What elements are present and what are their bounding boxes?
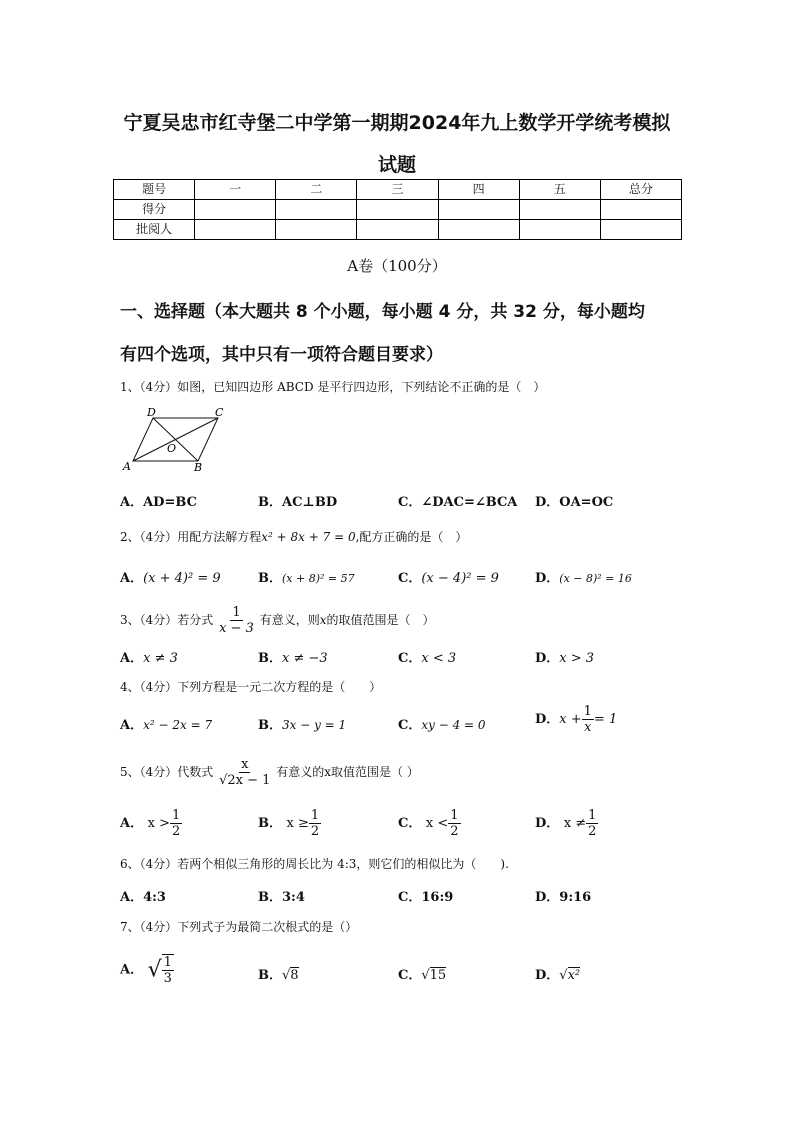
option-label: C． — [398, 968, 422, 983]
option-formula: (x + 8)² = 57 — [282, 572, 355, 585]
q6-option-a[interactable]: A．4:3 — [120, 890, 166, 905]
sqrt-sign: √ — [559, 968, 568, 983]
vertex-label-c: C — [215, 406, 224, 419]
option-label: C． — [398, 816, 422, 831]
option-formula: = 1 — [593, 712, 618, 727]
q2-option-c[interactable] — [398, 567, 499, 586]
q4-option-c[interactable] — [398, 714, 486, 733]
q4-option-a[interactable] — [120, 714, 212, 733]
q5-option-b[interactable] — [258, 808, 321, 839]
question-3-text — [120, 605, 435, 636]
option-label: A． — [120, 718, 144, 733]
half-fraction — [170, 808, 182, 839]
option-formula: (x − 8)² = 16 — [559, 572, 632, 585]
sqrt-sign: √ — [147, 957, 162, 983]
q3-option-b[interactable] — [258, 647, 328, 666]
grader-cell[interactable] — [600, 220, 681, 240]
page-title: 宁夏吴忠市红寺堡二中学第一期期2024年九上数学开学统考模拟 — [123, 112, 671, 134]
q5-option-c[interactable] — [398, 808, 461, 839]
q2-option-b[interactable] — [258, 567, 355, 586]
score-header-cell: 题号 — [114, 180, 195, 200]
q7-option-b[interactable] — [258, 964, 299, 983]
q3-text-c: 的取值范围是（ ） — [326, 613, 435, 627]
option-formula: 3x − y = 1 — [282, 718, 347, 732]
q3-var: x — [319, 613, 327, 627]
grader-cell[interactable] — [438, 220, 519, 240]
center-label-o: O — [167, 442, 177, 455]
grader-cell[interactable] — [276, 220, 357, 240]
q1-option-b[interactable]: B．AC⊥BD — [258, 495, 338, 510]
radicand: x² — [567, 968, 581, 983]
option-label: B． — [258, 571, 282, 586]
score-header-cell: 四 — [438, 180, 519, 200]
option-formula: x + — [559, 712, 582, 727]
score-table-header-row — [114, 180, 682, 200]
q6-option-b[interactable]: B．3:4 — [258, 890, 305, 905]
vertex-label-d: D — [147, 406, 156, 419]
frac-den: 2 — [171, 824, 181, 839]
option-formula: x > 3 — [559, 651, 595, 666]
option-label: A． — [120, 651, 144, 666]
option-label: B． — [258, 718, 282, 733]
option-label: D． — [535, 712, 560, 727]
option-formula: x < — [425, 816, 449, 831]
q2-equation: x² + 8x + 7 = 0 — [261, 530, 356, 544]
question-2-text — [120, 528, 467, 545]
option-formula: x ≠ −3 — [282, 651, 328, 666]
grader-cell[interactable] — [195, 220, 276, 240]
q7-option-d[interactable] — [535, 964, 580, 983]
option-formula: (x + 4)² = 9 — [143, 571, 221, 586]
half-fraction — [586, 808, 598, 839]
parallelogram-figure — [118, 406, 230, 474]
page-title-line2: 试题 — [377, 154, 416, 176]
q1-option-d[interactable]: D．OA=OC — [535, 495, 614, 510]
option-formula: xy − 4 = 0 — [421, 718, 486, 732]
option-label: B． — [258, 968, 282, 983]
q3-option-d[interactable] — [535, 647, 594, 666]
question-1-text: 1、（4分）如图，已知四边形 ABCD 是平行四边形，下列结论不正确的是（ ） — [120, 380, 546, 394]
half-fraction — [448, 808, 460, 839]
option-label: A． — [120, 816, 144, 831]
frac-num: 1 — [450, 808, 459, 823]
q2-option-d[interactable] — [535, 567, 632, 586]
q5-frac-num: x — [241, 757, 249, 772]
score-header-cell: 总分 — [600, 180, 681, 200]
frac-den: 2 — [450, 824, 459, 839]
frac-den: 2 — [310, 824, 320, 839]
q5-option-a[interactable] — [120, 808, 182, 839]
score-header-cell: 三 — [357, 180, 438, 200]
q3-frac-den: x − 3 — [219, 621, 254, 636]
option-label: B． — [258, 816, 282, 831]
q3-text-b: 有意义，则 — [259, 613, 320, 627]
score-header-cell: 一 — [195, 180, 276, 200]
q7-option-a[interactable] — [120, 954, 174, 986]
grader-cell[interactable] — [357, 220, 438, 240]
option-formula: x < 3 — [421, 651, 457, 666]
q1-option-a[interactable]: A．AD=BC — [120, 495, 197, 510]
score-table-row-grader — [114, 220, 682, 240]
q3-frac-num: 1 — [232, 605, 241, 620]
vertex-label-b: B — [194, 461, 203, 474]
score-table — [113, 179, 682, 240]
option-label: B． — [258, 651, 282, 666]
score-cell[interactable] — [357, 200, 438, 220]
score-header-cell: 二 — [276, 180, 357, 200]
q5-fraction — [217, 757, 272, 788]
q4-option-d[interactable] — [535, 704, 617, 735]
grader-cell[interactable] — [519, 220, 600, 240]
frac-num: 1 — [588, 808, 597, 823]
question-7-text: 7、（4分）下列式子为最简二次根式的是（） — [120, 920, 358, 934]
half-fraction — [309, 808, 321, 839]
frac-num: 1 — [583, 704, 592, 719]
radicand: 15 — [429, 968, 447, 983]
option-formula: x ≠ — [563, 816, 587, 831]
option-formula: x² − 2x = 7 — [143, 718, 213, 732]
q3-option-c[interactable] — [398, 647, 456, 666]
frac-den: x — [584, 720, 592, 735]
option-label: D． — [535, 651, 560, 666]
option-label: C． — [398, 571, 422, 586]
q6-option-c[interactable]: C．16:9 — [398, 890, 454, 905]
q6-option-d[interactable]: D．9:16 — [535, 890, 592, 905]
option-label: C． — [398, 718, 422, 733]
q2-option-a[interactable] — [120, 567, 221, 586]
score-cell[interactable] — [195, 200, 276, 220]
vertex-label-a: A — [123, 460, 131, 473]
option-label: A． — [120, 962, 144, 978]
score-cell[interactable] — [600, 200, 681, 220]
frac-den: 2 — [588, 824, 597, 839]
q7-option-c[interactable] — [398, 964, 446, 983]
q2-text-a: 2、（4分）用配方法解方程 — [120, 530, 262, 544]
q5-text-b: 有意义的x取值范围是（ ） — [276, 765, 419, 779]
frac-num: 1 — [163, 955, 172, 970]
q7-a-fraction — [162, 954, 174, 986]
question-5-text — [120, 757, 419, 788]
radicand: 8 — [290, 968, 299, 983]
frac-num: 1 — [310, 808, 320, 823]
section-heading: 一、选择题（本大题共 8 个小题，每小题 4 分，共 32 分，每小题均 — [120, 302, 645, 322]
option-label: D． — [535, 968, 560, 983]
q5-option-d[interactable] — [535, 808, 598, 839]
volume-heading: A卷（100分） — [347, 257, 447, 275]
section-heading-line2: 有四个选项，其中只有一项符合题目要求） — [120, 345, 443, 365]
frac-den: 3 — [163, 971, 172, 986]
option-label: A． — [120, 571, 144, 586]
score-cell[interactable] — [519, 200, 600, 220]
grader-row-label: 批阅人 — [114, 220, 195, 240]
score-header-cell: 五 — [519, 180, 600, 200]
score-cell[interactable] — [438, 200, 519, 220]
question-6-text: 6、（4分）若两个相似三角形的周长比为 4:3，则它们的相似比为（ ). — [120, 857, 509, 871]
q2-text-b: ,配方正确的是（ ） — [355, 530, 468, 544]
q4-d-fraction — [582, 704, 594, 735]
q3-fraction — [217, 605, 256, 636]
q3-text-a: 3、（4分）若分式 — [120, 613, 214, 627]
option-label: C． — [398, 651, 422, 666]
sqrt-sign: √ — [421, 968, 430, 983]
q1-option-c[interactable]: C．∠DAC=∠BCA — [398, 495, 518, 510]
q3-option-a[interactable] — [120, 647, 178, 666]
q4-option-b[interactable] — [258, 714, 346, 733]
option-label: D． — [535, 571, 560, 586]
score-row-label: 得分 — [114, 200, 195, 220]
q5-text-a: 5、（4分）代数式 — [120, 765, 214, 779]
q5-frac-den: √2x − 1 — [219, 773, 271, 788]
option-formula: (x − 4)² = 9 — [421, 571, 499, 586]
option-formula: x ≥ — [286, 816, 309, 831]
frac-num: 1 — [171, 808, 181, 823]
score-cell[interactable] — [276, 200, 357, 220]
option-formula: x > — [147, 816, 170, 831]
option-formula: x ≠ 3 — [143, 651, 178, 666]
option-label: D． — [535, 816, 560, 831]
question-4-text: 4、（4分）下列方程是一元二次方程的是（ ） — [120, 680, 382, 694]
score-table-row-score — [114, 200, 682, 220]
sqrt-sign: √ — [282, 968, 291, 983]
